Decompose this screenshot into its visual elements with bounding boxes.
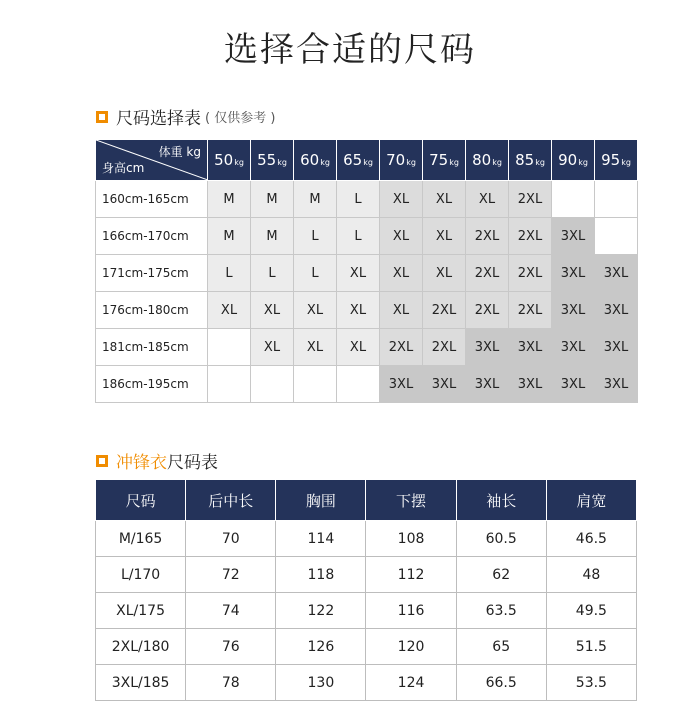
table-row [96, 557, 637, 593]
column-header: 尺码 [96, 480, 186, 521]
page-title: 选择合适的尺码 [224, 30, 476, 70]
height-range-label: 160cm-165cm [96, 181, 208, 218]
size-cell: 3XL [466, 329, 509, 366]
jacket-size-table [95, 479, 637, 701]
measurement-cell: 108 [366, 521, 456, 557]
size-cell: 2XL [423, 329, 466, 366]
measurement-cell: 112 [366, 557, 456, 593]
size-cell: XL [337, 255, 380, 292]
measurement-cell: 49.5 [546, 593, 636, 629]
table-row [96, 329, 638, 366]
table-row [96, 181, 638, 218]
size-cell: XL [466, 181, 509, 218]
measurement-cell: 72 [186, 557, 276, 593]
size-cell: M [208, 181, 251, 218]
size-cell: 3XL [509, 329, 552, 366]
measurement-cell: 78 [186, 665, 276, 701]
weight-value: 65 [343, 151, 363, 169]
weight-value: 85 [515, 151, 535, 169]
size-chart-heading [96, 104, 275, 129]
table-row [96, 366, 638, 403]
size-cell: 3XL [552, 366, 595, 403]
weight-unit: kg [621, 158, 631, 167]
table-row [96, 665, 637, 701]
size-cell: L [208, 255, 251, 292]
size-label-cell: XL/175 [96, 593, 186, 629]
corner-header [96, 140, 208, 181]
size-cell: 2XL [509, 292, 552, 329]
measurement-cell: 62 [456, 557, 546, 593]
size-cell: XL [251, 329, 294, 366]
weight-value: 55 [257, 151, 277, 169]
size-cell: XL [380, 292, 423, 329]
height-range-label: 186cm-195cm [96, 366, 208, 403]
size-cell: 2XL [466, 218, 509, 255]
size-cell: XL [337, 329, 380, 366]
size-cell: 3XL [423, 366, 466, 403]
size-cell: 2XL [466, 292, 509, 329]
size-cell [251, 366, 294, 403]
weight-value: 60 [300, 151, 320, 169]
size-cell: 3XL [552, 255, 595, 292]
height-range-label: 181cm-185cm [96, 329, 208, 366]
measurement-cell: 70 [186, 521, 276, 557]
weight-axis-label: 体重 kg [158, 145, 201, 159]
measurement-cell: 74 [186, 593, 276, 629]
measurement-cell: 124 [366, 665, 456, 701]
size-cell: M [251, 181, 294, 218]
square-bullet-icon [96, 111, 108, 123]
size-label-cell: 2XL/180 [96, 629, 186, 665]
measurement-cell: 63.5 [456, 593, 546, 629]
weight-column-header [251, 140, 294, 181]
size-cell: XL [294, 329, 337, 366]
size-cell: 2XL [466, 255, 509, 292]
weight-column-header [380, 140, 423, 181]
weight-column-header [552, 140, 595, 181]
size-cell: 3XL [552, 329, 595, 366]
size-cell: 3XL [595, 292, 638, 329]
weight-column-header [595, 140, 638, 181]
measurement-cell: 120 [366, 629, 456, 665]
table-row [96, 218, 638, 255]
height-axis-label: 身高cm [102, 161, 145, 175]
weight-column-header [509, 140, 552, 181]
table-row [96, 255, 638, 292]
size-cell: 3XL [552, 218, 595, 255]
weight-unit: kg [363, 158, 373, 167]
size-cell [552, 181, 595, 218]
size-cell [208, 329, 251, 366]
weight-value: 75 [429, 151, 449, 169]
size-cell [294, 366, 337, 403]
size-cell: XL [294, 292, 337, 329]
weight-unit: kg [492, 158, 502, 167]
measurement-cell: 122 [276, 593, 366, 629]
size-selection-body [96, 181, 638, 403]
table-row [96, 629, 637, 665]
column-header: 袖长 [456, 480, 546, 521]
column-header: 下摆 [366, 480, 456, 521]
size-cell: XL [423, 255, 466, 292]
measurement-cell: 116 [366, 593, 456, 629]
size-cell [595, 181, 638, 218]
weight-value: 90 [558, 151, 578, 169]
size-cell: XL [208, 292, 251, 329]
size-cell: XL [423, 218, 466, 255]
column-header: 胸围 [276, 480, 366, 521]
jacket-header-row [96, 480, 637, 521]
measurement-cell: 76 [186, 629, 276, 665]
size-cell: 3XL [595, 366, 638, 403]
weight-column-header [294, 140, 337, 181]
size-cell: 2XL [509, 218, 552, 255]
weight-column-header [208, 140, 251, 181]
size-chart-subtitle: ( 仅供参考 ) [205, 111, 276, 126]
table-row [96, 292, 638, 329]
size-label-cell: 3XL/185 [96, 665, 186, 701]
measurement-cell: 60.5 [456, 521, 546, 557]
jacket-chart-title: 尺码表 [167, 453, 218, 473]
size-cell: L [251, 255, 294, 292]
weight-value: 80 [472, 151, 492, 169]
size-cell: 3XL [595, 255, 638, 292]
measurement-cell: 66.5 [456, 665, 546, 701]
size-cell: XL [337, 292, 380, 329]
weight-column-header [466, 140, 509, 181]
weight-unit: kg [277, 158, 287, 167]
size-cell: L [294, 255, 337, 292]
size-chart-title: 尺码选择表 [116, 109, 201, 129]
weight-value: 50 [214, 151, 234, 169]
size-cell: 3XL [466, 366, 509, 403]
size-cell [337, 366, 380, 403]
weight-column-header [337, 140, 380, 181]
size-cell: XL [380, 181, 423, 218]
size-cell: 3XL [595, 329, 638, 366]
size-cell: 2XL [509, 181, 552, 218]
measurement-cell: 118 [276, 557, 366, 593]
measurement-cell: 53.5 [546, 665, 636, 701]
weight-unit: kg [234, 158, 244, 167]
column-header: 后中长 [186, 480, 276, 521]
size-cell [208, 366, 251, 403]
size-cell: 3XL [380, 366, 423, 403]
table-row [96, 521, 637, 557]
measurement-cell: 48 [546, 557, 636, 593]
size-cell: 2XL [423, 292, 466, 329]
measurement-cell: 51.5 [546, 629, 636, 665]
size-cell: L [337, 218, 380, 255]
weight-unit: kg [449, 158, 459, 167]
table-row [96, 593, 637, 629]
jacket-chart-title-highlight: 冲锋衣 [116, 453, 167, 473]
size-cell: 3XL [509, 366, 552, 403]
size-cell: 2XL [380, 329, 423, 366]
measurement-cell: 46.5 [546, 521, 636, 557]
size-cell: 2XL [509, 255, 552, 292]
size-cell: XL [251, 292, 294, 329]
weight-unit: kg [406, 158, 416, 167]
measurement-cell: 65 [456, 629, 546, 665]
weight-header-row [96, 140, 638, 181]
size-cell: XL [380, 255, 423, 292]
size-cell: 3XL [552, 292, 595, 329]
height-range-label: 166cm-170cm [96, 218, 208, 255]
weight-unit: kg [320, 158, 330, 167]
weight-value: 95 [601, 151, 621, 169]
size-selection-table [95, 139, 638, 403]
size-cell: M [208, 218, 251, 255]
column-header: 肩宽 [546, 480, 636, 521]
measurement-cell: 130 [276, 665, 366, 701]
square-bullet-icon [96, 455, 108, 467]
weight-unit: kg [578, 158, 588, 167]
weight-unit: kg [535, 158, 545, 167]
weight-column-header [423, 140, 466, 181]
height-range-label: 171cm-175cm [96, 255, 208, 292]
measurement-cell: 126 [276, 629, 366, 665]
size-cell: M [251, 218, 294, 255]
size-label-cell: M/165 [96, 521, 186, 557]
jacket-size-body [96, 521, 637, 701]
size-cell: L [294, 218, 337, 255]
jacket-chart-heading [96, 448, 218, 473]
measurement-cell: 114 [276, 521, 366, 557]
height-range-label: 176cm-180cm [96, 292, 208, 329]
size-cell: M [294, 181, 337, 218]
size-cell: XL [380, 218, 423, 255]
size-cell: XL [423, 181, 466, 218]
weight-value: 70 [386, 151, 406, 169]
size-cell: L [337, 181, 380, 218]
size-label-cell: L/170 [96, 557, 186, 593]
size-cell [595, 218, 638, 255]
